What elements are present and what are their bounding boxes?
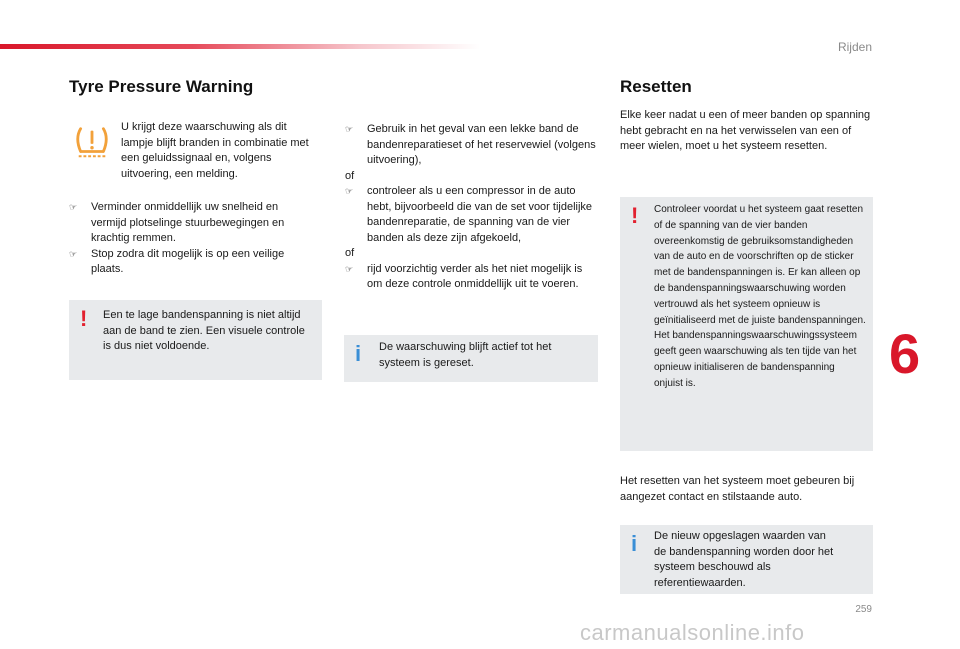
info-icon: i — [355, 341, 362, 366]
pointing-finger-icon: ☞ — [69, 202, 78, 212]
left-title: Tyre Pressure Warning — [69, 77, 254, 96]
info-text: De nieuw opgeslagen waarden van de bandenspanning worden door het systeem beschouwd als referentiewaarden. — [654, 530, 834, 589]
watermark: carmanualsonline.info — [580, 620, 805, 645]
info-box — [620, 525, 873, 594]
left-intro: U krijgt deze waarschuwing als dit lampje blijft branden in combinatie met een geluidssignaal en, volgens uitvoering, een melding. — [121, 121, 309, 180]
or-separator: of — [345, 169, 355, 182]
pointing-finger-icon: ☞ — [345, 263, 354, 274]
pointing-finger-icon: ☞ — [345, 124, 354, 134]
chapter-number: 6 — [889, 322, 921, 385]
right-title: Resetten — [620, 77, 692, 96]
info-icon: i — [631, 531, 638, 556]
header-accent-bar — [0, 44, 480, 49]
warning-box — [620, 197, 873, 451]
pointing-finger-icon: ☞ — [345, 186, 354, 196]
pointing-finger-icon: ☞ — [69, 248, 78, 259]
warning-text: Een te lage bandenspanning is niet altijd aan de band te zien. Een visuele controle is dus niet voldoende. — [103, 309, 305, 352]
list-item: ☞ controleer als u een compressor in de auto hebt, bijvoorbeeld die van de set voor tijdelijke bandenreparatie, de spanning van de vier banden als deze zijn afgekoeld, — [345, 184, 597, 246]
section-label: Rijden — [837, 40, 872, 54]
page-number: 259 — [855, 604, 872, 615]
warning-text: Controleer voordat u het systeem gaat resetten of de spanning van de vier banden overeenkomstig de gebruiksomstandigheden van de auto en de voorschriften op de sticker met de bandenspanningen is. Er kan alleen op de bandenspanningswaarschuwing worden vertrouwd als het systeem opnieuw is geïnitialiseerd met de juiste bandenspanningen. Het bandenspanningswaarschuwingssysteem geeft geen waarschuwing als ten tijde van het opnieuw initialiseren de bandenspanning onjuist is. — [654, 204, 866, 389]
right-intro: Elke keer nadat u een of meer banden op spanning hebt gebracht en na het verwisselen van een of meer wielen, moet u het systeem resetten. — [620, 109, 871, 152]
list-item: ☞ Verminder onmiddellijk uw snelheid en vermijd plotselinge stuurbewegingen en krachtig remmen. — [69, 200, 314, 247]
reset-instructions: Het resetten van het systeem moet gebeuren bij aangezet contact en stilstaande auto. — [620, 475, 855, 503]
list-item: ☞ Stop zodra dit mogelijk is op een veilige plaats. — [69, 247, 314, 278]
or-separator: of — [345, 247, 355, 259]
warning-box — [69, 300, 322, 380]
info-text: De waarschuwing blijft actief tot het systeem is gereset. — [379, 341, 552, 369]
list-item: ☞ rijd voorzichtig verder als het niet mogelijk is om deze controle onmiddellijk uit te voeren. — [345, 262, 597, 293]
exclamation-icon: ! — [631, 203, 639, 228]
exclamation-icon: ! — [80, 306, 88, 331]
tyre-pressure-warning-icon — [73, 123, 111, 161]
list-item: ☞ Gebruik in het geval van een lekke band de bandenreparatieset of het reservewiel (volgens uitvoering), — [345, 122, 597, 169]
info-box — [344, 335, 598, 382]
